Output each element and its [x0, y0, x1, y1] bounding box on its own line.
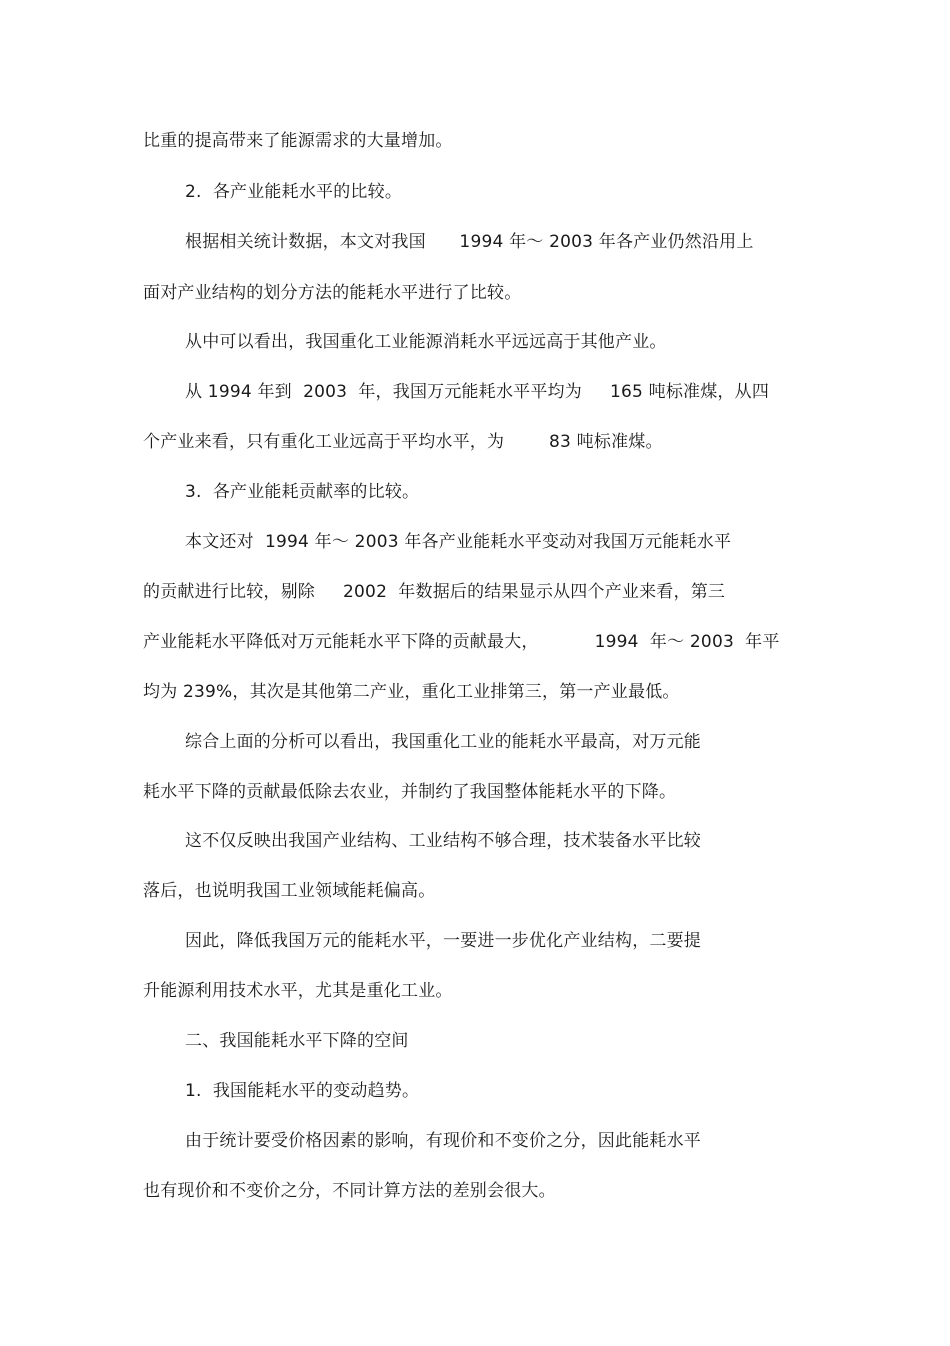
section-heading: 2. 各产业能耗水平的比较。: [185, 182, 403, 202]
paragraph-line: 综合上面的分析可以看出，我国重化工业的能耗水平最高，对万元能: [185, 732, 701, 752]
paragraph-line: 由于统计要受价格因素的影响，有现价和不变价之分，因此能耗水平: [185, 1131, 701, 1151]
text-line: 也有现价和不变价之分，不同计算方法的差别会很大。: [143, 1181, 556, 1201]
text-line: 升能源利用技术水平，尤其是重化工业。: [143, 981, 453, 1001]
paragraph-line: 因此，降低我国万元的能耗水平，一要进一步优化产业结构，二要提: [185, 931, 701, 951]
paragraph-line: 本文还对 1994 年～ 2003 年各产业能耗水平变动对我国万元能耗水平: [185, 532, 732, 552]
text-line: 面对产业结构的划分方法的能耗水平进行了比较。: [143, 283, 522, 303]
section-heading: 二、我国能耗水平下降的空间: [185, 1031, 409, 1051]
text-line: 均为 239%，其次是其他第二产业，重化工业排第三，第一产业最低。: [143, 682, 680, 702]
text-line: 产业能耗水平降低对万元能耗水平下降的贡献最大， 1994 年～ 2003 年平: [143, 632, 780, 652]
section-heading: 3. 各产业能耗贡献率的比较。: [185, 482, 420, 502]
paragraph-line: 根据相关统计数据，本文对我国 1994 年～ 2003 年各产业仍然沿用上: [185, 232, 754, 252]
text-line: 耗水平下降的贡献最低除去农业，并制约了我国整体能耗水平的下降。: [143, 782, 677, 802]
paragraph-line: 从中可以看出，我国重化工业能源消耗水平远远高于其他产业。: [185, 332, 667, 352]
paragraph-line: 这不仅反映出我国产业结构、工业结构不够合理，技术装备水平比较: [185, 831, 701, 851]
paragraph-line: 从 1994 年到 2003 年，我国万元能耗水平平均为 165 吨标准煤，从四: [185, 382, 770, 402]
text-line: 比重的提高带来了能源需求的大量增加。: [143, 131, 453, 151]
section-heading: 1. 我国能耗水平的变动趋势。: [185, 1081, 420, 1101]
text-line: 的贡献进行比较，剔除 2002 年数据后的结果显示从四个产业来看，第三: [143, 582, 726, 602]
text-line: 个产业来看，只有重化工业远高于平均水平，为 83 吨标准煤。: [143, 432, 663, 452]
text-line: 落后，也说明我国工业领域能耗偏高。: [143, 881, 436, 901]
